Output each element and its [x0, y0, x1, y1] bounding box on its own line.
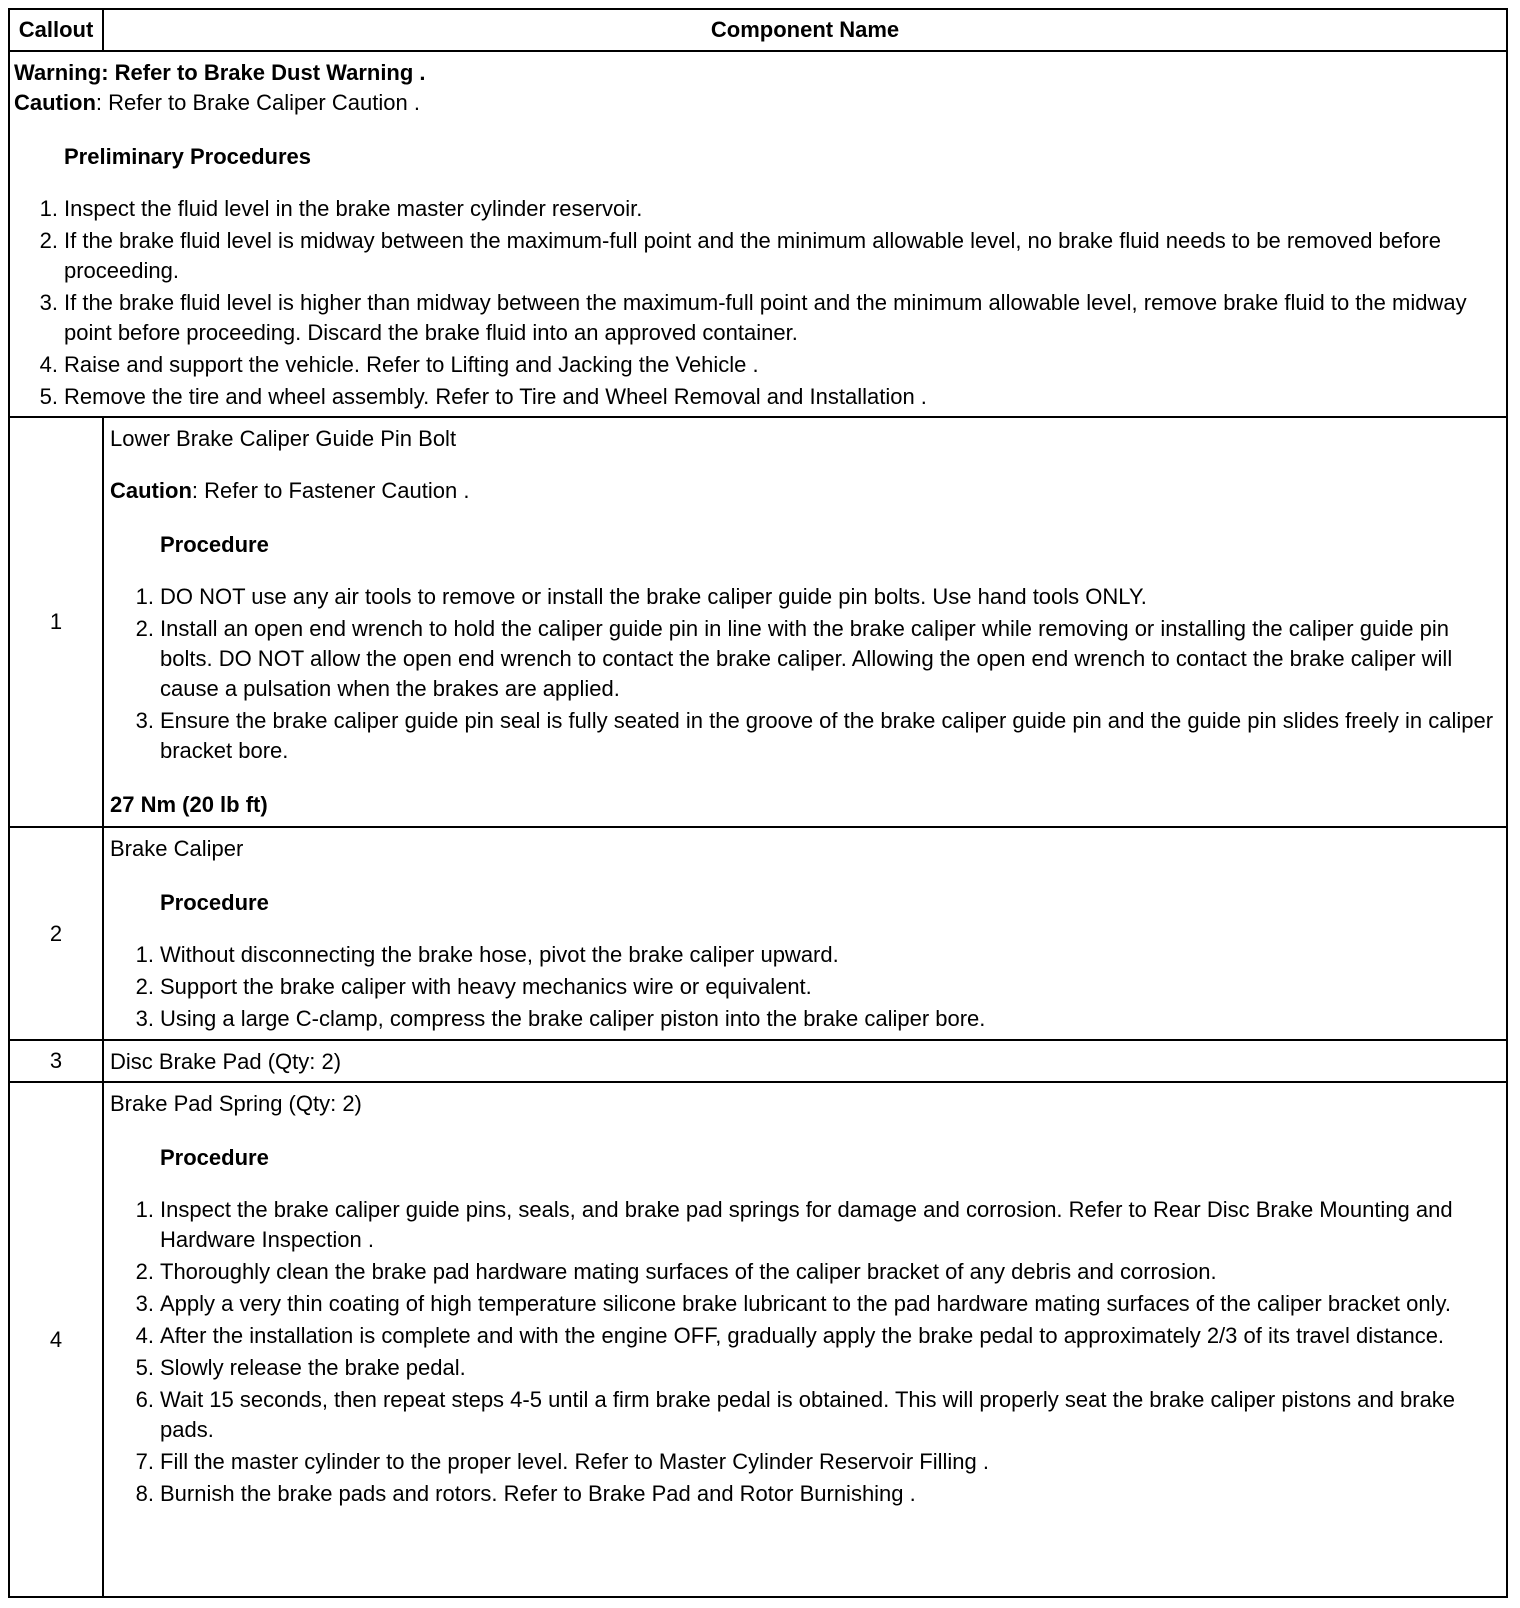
- step-item: [110, 1004, 1498, 1034]
- step-text: Burnish the brake pads and rotors. Refer to Brake Pad and Rotor Burnishing .: [160, 1481, 916, 1506]
- callout-row-4: [10, 1081, 1506, 1596]
- preliminary-steps: [14, 194, 1500, 412]
- step-item: [14, 288, 1500, 348]
- step-text: Raise and support the vehicle. Refer to Lifting and Jacking the Vehicle .: [64, 352, 759, 377]
- step-item: [110, 1479, 1498, 1509]
- step-number: 7.: [135, 1449, 154, 1474]
- step-number: 3.: [135, 708, 154, 733]
- step-item: [110, 614, 1498, 704]
- warning-line: [14, 58, 1500, 88]
- callout-row-1: [10, 416, 1506, 826]
- procedure-steps: [110, 1195, 1498, 1509]
- step-text: Inspect the brake caliper guide pins, seals, and brake pad springs for damage and corrosion. Refer to Rear Disc Brake Mounting and Hardware Inspection .: [160, 1197, 1453, 1252]
- step-item: [110, 1353, 1498, 1383]
- table-header: [10, 10, 1506, 50]
- procedure-title: Procedure: [160, 890, 269, 915]
- step-number: 2.: [135, 616, 154, 641]
- step-text: After the installation is complete and with the engine OFF, gradually apply the brake pedal to approximately 2/3 of its travel distance.: [160, 1323, 1445, 1348]
- step-number: 4.: [135, 1323, 154, 1348]
- procedure-steps: [110, 582, 1498, 766]
- step-text: Using a large C-clamp, compress the brake caliper piston into the brake caliper bore.: [160, 1006, 986, 1031]
- step-item: [110, 1321, 1498, 1351]
- callout-number: 2: [10, 828, 104, 1039]
- step-number: 1.: [135, 584, 154, 609]
- step-text: Apply a very thin coating of high temperature silicone brake lubricant to the pad hardware mating surfaces of the caliper bracket only.: [160, 1291, 1451, 1316]
- step-item: [14, 226, 1500, 286]
- procedure-table: [8, 8, 1508, 1598]
- step-text: Wait 15 seconds, then repeat steps 4-5 until a firm brake pedal is obtained. This will properly seat the brake caliper pistons and brake pads.: [160, 1387, 1456, 1442]
- preliminary-title: Preliminary Procedures: [64, 144, 312, 169]
- component-name: Disc Brake Pad (Qty: 2): [110, 1049, 342, 1074]
- step-item: [110, 1289, 1498, 1319]
- step-number: 2.: [135, 974, 154, 999]
- step-number: 2.: [39, 228, 58, 253]
- step-number: 3.: [135, 1291, 154, 1316]
- step-text: Ensure the brake caliper guide pin seal is fully seated in the groove of the brake caliper guide pin and the guide pin slides freely in caliper bracket bore.: [160, 708, 1494, 763]
- caution-label: Caution: [14, 90, 96, 115]
- torque-spec: 27 Nm (20 lb ft): [110, 792, 268, 817]
- caution-text: : Refer to Brake Caliper Caution .: [95, 90, 420, 115]
- step-text: DO NOT use any air tools to remove or install the brake caliper guide pin bolts. Use hand tools ONLY.: [160, 584, 1147, 609]
- step-text: Remove the tire and wheel assembly. Refer to Tire and Wheel Removal and Installation .: [64, 384, 927, 409]
- step-item: [110, 940, 1498, 970]
- callout-number: 4: [10, 1083, 104, 1596]
- caution-line: [110, 476, 1498, 506]
- step-number: 8.: [135, 1481, 154, 1506]
- callout-row-2: [10, 826, 1506, 1039]
- step-item: [110, 1447, 1498, 1477]
- caution-label: Caution: [110, 478, 192, 503]
- component-name: Brake Pad Spring (Qty: 2): [110, 1091, 362, 1116]
- step-item: [110, 706, 1498, 766]
- step-text: Thoroughly clean the brake pad hardware mating surfaces of the caliper bracket of any debris and corrosion.: [160, 1259, 1217, 1284]
- preliminary-row: [10, 50, 1506, 416]
- step-item: [110, 972, 1498, 1002]
- caution-text: : Refer to Fastener Caution .: [191, 478, 470, 503]
- step-text: If the brake fluid level is higher than midway between the maximum-full point and the minimum allowable level, remove brake fluid to the midway point before proceeding. Discard the brake fluid into an approved container.: [64, 290, 1467, 345]
- step-text: Inspect the fluid level in the brake master cylinder reservoir.: [64, 196, 643, 221]
- component-header: Component Name: [710, 17, 900, 42]
- procedure-title: Procedure: [160, 1145, 269, 1170]
- procedure-title: Procedure: [160, 532, 269, 557]
- procedure-steps: [110, 940, 1498, 1034]
- step-item: [110, 1257, 1498, 1287]
- step-item: [110, 582, 1498, 612]
- component-name: Brake Caliper: [110, 836, 244, 861]
- step-text: Slowly release the brake pedal.: [160, 1355, 466, 1380]
- step-item: [14, 382, 1500, 412]
- step-number: 1.: [39, 196, 58, 221]
- step-number: 1.: [135, 1197, 154, 1222]
- step-text: Fill the master cylinder to the proper level. Refer to Master Cylinder Reservoir Filling .: [160, 1449, 989, 1474]
- step-item: [110, 1385, 1498, 1445]
- callout-row-3: [10, 1039, 1506, 1081]
- callout-header: Callout: [10, 10, 104, 50]
- step-number: 5.: [39, 384, 58, 409]
- step-number: 6.: [135, 1387, 154, 1412]
- warning-text: : Refer to Brake Dust Warning .: [101, 60, 426, 85]
- step-text: If the brake fluid level is midway between the maximum-full point and the minimum allowable level, no brake fluid needs to be removed before proceeding.: [64, 228, 1441, 283]
- step-item: [110, 1195, 1498, 1255]
- step-number: 4.: [39, 352, 58, 377]
- step-number: 1.: [135, 942, 154, 967]
- step-number: 3.: [39, 290, 58, 315]
- callout-number: 3: [10, 1041, 104, 1081]
- step-number: 3.: [135, 1006, 154, 1031]
- step-item: [14, 194, 1500, 224]
- step-item: [14, 350, 1500, 380]
- warning-label: Warning: [14, 60, 102, 85]
- callout-number: 1: [10, 418, 104, 826]
- step-number: 2.: [135, 1259, 154, 1284]
- step-text: Support the brake caliper with heavy mechanics wire or equivalent.: [160, 974, 812, 999]
- component-name: Lower Brake Caliper Guide Pin Bolt: [110, 426, 457, 451]
- step-text: Install an open end wrench to hold the caliper guide pin in line with the brake caliper while removing or installing the caliper guide pin bolts. DO NOT allow the open end wrench to contact the brake caliper. Allowing the open end wrench to contact the brake caliper will cause a pulsation when the brakes are applied.: [160, 616, 1453, 701]
- step-number: 5.: [135, 1355, 154, 1380]
- step-text: Without disconnecting the brake hose, pivot the brake caliper upward.: [160, 942, 839, 967]
- caution-line: [14, 88, 1500, 118]
